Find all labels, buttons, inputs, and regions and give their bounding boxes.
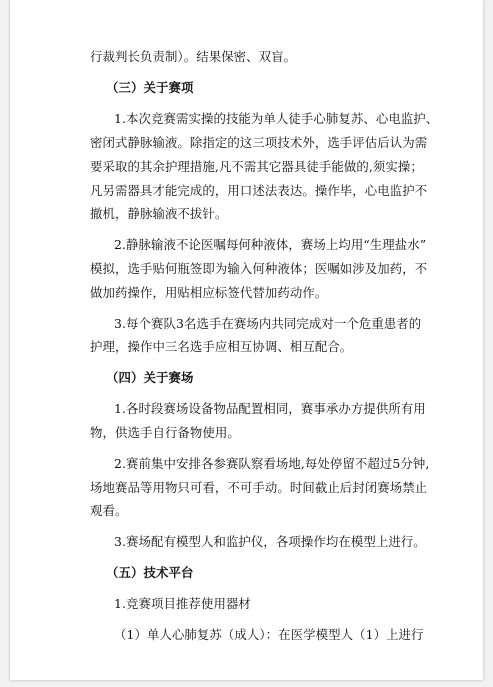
section-heading: （五）技术平台: [106, 565, 194, 580]
text-line: 模拟，选手贴何瓶签即为输入何种液体；医嘱如涉及加药，不: [90, 261, 428, 276]
section-heading: （四）关于赛场: [106, 370, 194, 385]
text-line: 凡另需器具才能完成的，用口述法表达。操作毕，心电监护不: [90, 183, 428, 198]
text-line: 3.赛场配有模型人和监护仪，各项操作均在模型上进行。: [114, 534, 426, 549]
text-line: 撤机，静脉输液不拔针。: [90, 206, 228, 221]
text-line: 做加药操作，用贴相应标签代替加药动作。: [90, 285, 328, 300]
text-line: 1.竞赛项目推荐使用器材: [114, 596, 251, 611]
text-line: 3.每个赛队3名选手在赛场内共同完成对一个危重患者的: [114, 316, 422, 331]
text-line: 观看。: [90, 503, 128, 518]
text-line: 物，供选手自行备物使用。: [90, 425, 240, 440]
text-line: 密闭式静脉输液。除指定的这三项技术外，选手评估后认为需: [90, 135, 428, 150]
text-line: 行裁判长负责制）。结果保密、双盲。: [90, 49, 297, 64]
text-line: 场地赛品等用物只可看，不可手动。时间截止后封闭赛场禁止: [90, 480, 428, 495]
section-heading: （三）关于赛项: [106, 80, 194, 95]
text-line: 要采取的其余护理措施,凡不需其它器具徒手能做的,须实操；: [90, 159, 423, 174]
text-line: 2.赛前集中安排各参赛队察看场地,每处停留不超过5分钟,: [114, 456, 430, 471]
text-line: 1.各时段赛场设备物品配置相同，赛事承办方提供所有用: [114, 401, 426, 416]
text-line: 护理，操作中三名选手应相互协调、相互配合。: [90, 339, 353, 354]
text-line: （1）单人心肺复苏（成人）：在医学模型人（1）上进行: [114, 627, 424, 642]
text-line: 1.本次竞赛需实操的技能为单人徒手心肺复苏、心电监护、: [114, 111, 439, 126]
document-page: [10, 0, 483, 680]
text-line: 2.静脉输液不论医嘱每何种液体，赛场上均用“生理盐水”: [114, 237, 427, 252]
